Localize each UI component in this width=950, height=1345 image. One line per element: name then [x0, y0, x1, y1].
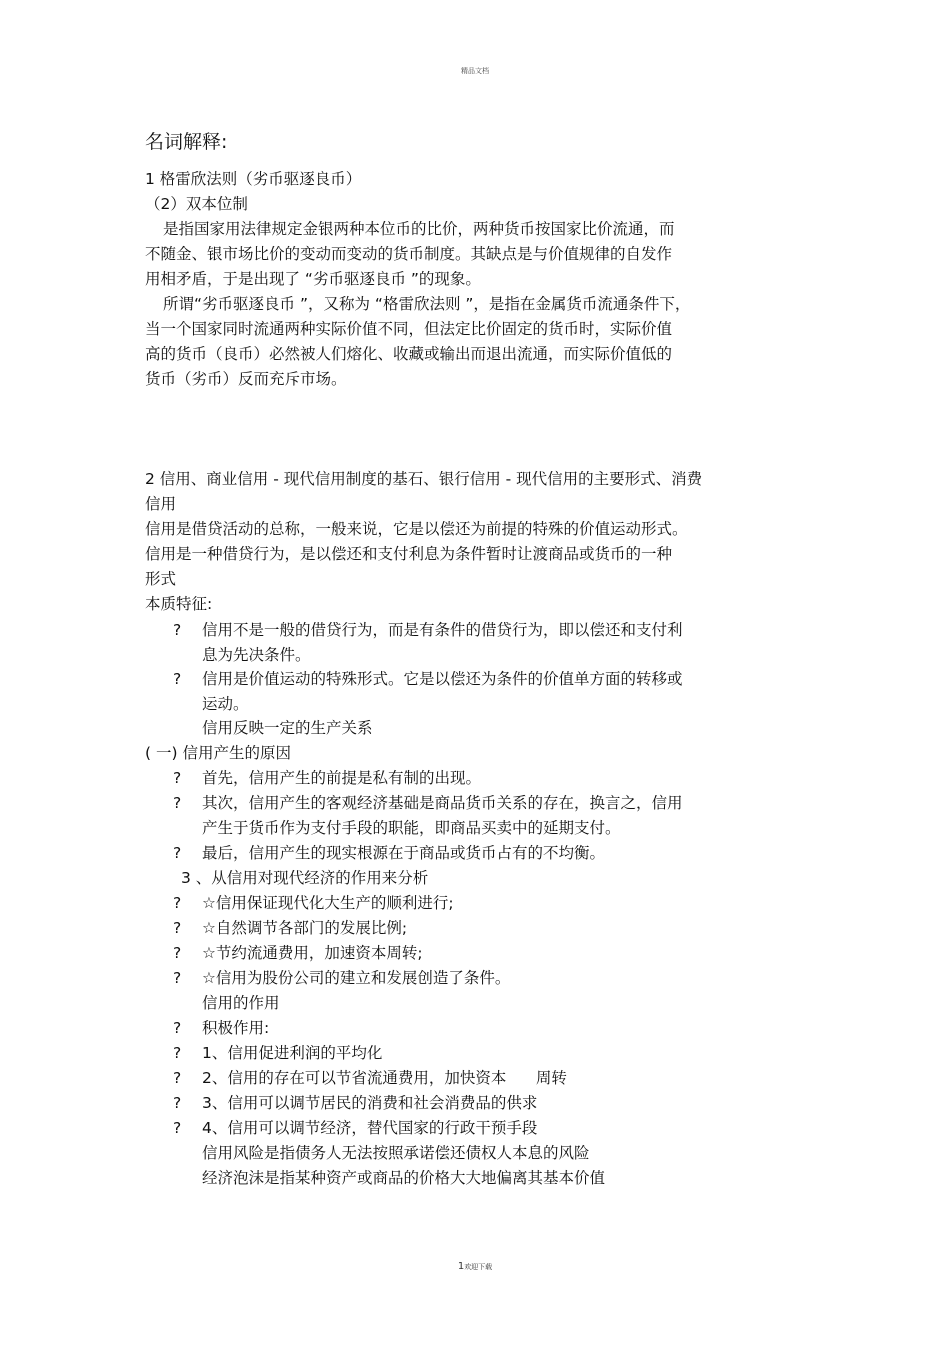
paragraph-line: 不随金、银市场比价的变动而变动的货币制度。其缺点是与价值规律的自发作 [145, 245, 673, 263]
bullet-marker: ? [173, 1044, 182, 1062]
bullet-marker: ? [173, 894, 182, 912]
footer-text: 欢迎下载 [464, 1263, 493, 1271]
list-item: ☆信用为股份公司的建立和发展创造了条件。 [202, 969, 511, 987]
list-item: 信用不是一般的借贷行为，而是有条件的借贷行为，即以偿还和支付利 [202, 621, 683, 639]
bullet-marker: ? [173, 621, 182, 639]
paragraph-line: 形式 [145, 570, 177, 588]
bullet-marker: ? [173, 969, 182, 987]
bullet-marker: ? [173, 769, 182, 787]
subheading: ( 一) 信用产生的原因 [145, 744, 291, 762]
list-text: 信用的作用 [202, 994, 280, 1012]
list-item: 信用是价值运动的特殊形式。它是以偿还为条件的价值单方面的转移或 [202, 670, 683, 688]
paragraph-line: 信用是一种借贷行为，是以偿还和支付利息为条件暂时让渡商品或货币的一种 [145, 545, 673, 563]
bullet-marker: ? [173, 1019, 182, 1037]
bullet-marker: ? [173, 1119, 182, 1137]
list-item: 首先，信用产生的前提是私有制的出现。 [202, 769, 482, 787]
list-item: 积极作用: [202, 1019, 270, 1037]
paragraph-line: 当一个国家同时流通两种实际价值不同，但法定比价固定的货币时，实际价值 [145, 320, 673, 338]
paragraph-line: 是指国家用法律规定金银两种本位币的比价，两种货币按国家比价流通，而 [163, 220, 675, 238]
bullet-marker: ? [173, 670, 182, 688]
subheading: （2）双本位制 [145, 195, 248, 213]
section-heading: 1 格雷欣法则（劣币驱逐良币） [145, 170, 362, 188]
list-item: ☆信用保证现代化大生产的顺利进行; [202, 894, 454, 912]
list-item: 最后，信用产生的现实根源在于商品或货币占有的不均衡。 [202, 844, 606, 862]
list-text: 经济泡沫是指某种资产或商品的价格大大地偏离其基本价值 [202, 1169, 606, 1187]
page-header: 精品文档 [461, 67, 489, 75]
page-footer [0, 1261, 950, 1272]
bullet-marker: ? [173, 1069, 182, 1087]
list-item: 3、信用可以调节居民的消费和社会消费品的供求 [202, 1094, 538, 1112]
list-text: 信用反映一定的生产关系 [202, 719, 373, 737]
list-text: 信用风险是指债务人无法按照承诺偿还债权人本息的风险 [202, 1144, 590, 1162]
list-item-continued: 息为先决条件。 [202, 646, 311, 664]
list-item: 其次，信用产生的客观经济基础是商品货币关系的存在，换言之，信用 [202, 794, 683, 812]
list-item-continued: 运动。 [202, 695, 249, 713]
paragraph-line: 信用是借贷活动的总称，一般来说，它是以偿还为前提的特殊的价值运动形式。 [145, 520, 688, 538]
bullet-marker: ? [173, 1094, 182, 1112]
bullet-marker: ? [173, 919, 182, 937]
section-heading: 信用 [145, 495, 177, 513]
paragraph-line: 所谓“劣币驱逐良币 ”，又称为 “格雷欣法则 ”，是指在金属货币流通条件下， [163, 295, 691, 313]
paragraph-line: 高的货币（良币）必然被人们熔化、收藏或输出而退出流通，而实际价值低的 [145, 345, 673, 363]
list-item: ☆自然调节各部门的发展比例; [202, 919, 408, 937]
bullet-marker: ? [173, 944, 182, 962]
paragraph-line: 用相矛盾，于是出现了 “劣币驱逐良币 ”的现象。 [145, 270, 481, 288]
section-heading: 2 信用、商业信用 - 现代信用制度的基石、银行信用 - 现代信用的主要形式、消费 [145, 470, 703, 488]
list-item-continued: 产生于货币作为支付手段的职能，即商品买卖中的延期支付。 [202, 819, 621, 837]
paragraph-line: 本质特征: [145, 595, 213, 613]
list-item: 1、信用促进利润的平均化 [202, 1044, 383, 1062]
page-title: 名词解释: [145, 131, 228, 153]
list-item: 4、信用可以调节经济，替代国家的行政干预手段 [202, 1119, 538, 1137]
paragraph-line: 货币（劣币）反而充斥市场。 [145, 370, 347, 388]
subheading: 3 、从信用对现代经济的作用来分析 [181, 869, 429, 887]
bullet-marker: ? [173, 794, 182, 812]
bullet-marker: ? [173, 844, 182, 862]
list-item: 2、信用的存在可以节省流通费用，加快资本 周转 [202, 1069, 567, 1087]
list-item: ☆节约流通费用，加速资本周转; [202, 944, 423, 962]
page-number: 1 [457, 1261, 465, 1272]
